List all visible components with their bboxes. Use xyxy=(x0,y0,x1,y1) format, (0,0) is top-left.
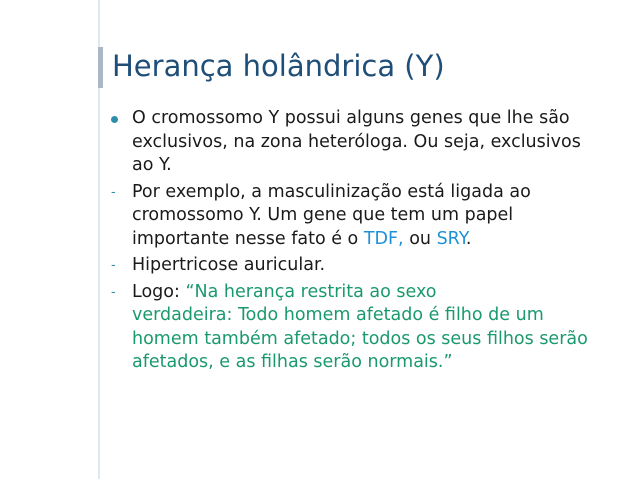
title-accent-bar xyxy=(98,47,103,88)
list-item-2 xyxy=(108,181,628,252)
item-3-line-1: Hipertricose auricular. xyxy=(132,255,326,275)
item-1-line-3: ao Y. xyxy=(132,155,172,175)
item-2-end: . xyxy=(465,228,472,249)
list-item-3 xyxy=(108,254,628,278)
item-2-line-1: Por exemplo, a masculinização está ligada ao xyxy=(132,181,531,202)
item-1-line-1: O cromossomo Y possui alguns genes que lhe são xyxy=(132,108,570,128)
content-list xyxy=(108,107,628,378)
item-2-line-2: cromossomo Y. Um gene que tem um papel xyxy=(132,205,514,225)
item-4-prefix: Logo: xyxy=(132,281,186,302)
sry-gene-name: SRY xyxy=(436,228,466,249)
quote-line-4: afetados, e as filhas serão normais.” xyxy=(132,352,453,372)
item-2-connector: ou xyxy=(403,228,437,249)
dash-marker: - xyxy=(111,284,116,300)
quote-line-1: “Na herança restrita ao sexo xyxy=(185,281,437,302)
quote-line-2: verdadeira: Todo homem afetado é filho de um xyxy=(132,305,544,325)
item-2-line-3-prefix: importante nesse fato é o xyxy=(132,228,364,249)
tdf-gene-name: TDF, xyxy=(363,228,404,249)
bullet-dot-icon xyxy=(111,116,118,123)
quote-line-3: homem também afetado; todos os seus filhos serão xyxy=(132,328,588,349)
list-item-1 xyxy=(108,107,628,178)
slide-title: Herança holândrica (Y) xyxy=(112,49,445,83)
dash-marker: - xyxy=(111,258,116,273)
item-4-line-1 xyxy=(132,281,628,305)
dash-marker: - xyxy=(111,184,116,200)
item-2-line-3 xyxy=(132,228,628,252)
item-1-line-2: exclusivos, na zona heteróloga. Ou seja, exclusivos xyxy=(132,131,581,152)
list-item-4 xyxy=(108,281,628,375)
